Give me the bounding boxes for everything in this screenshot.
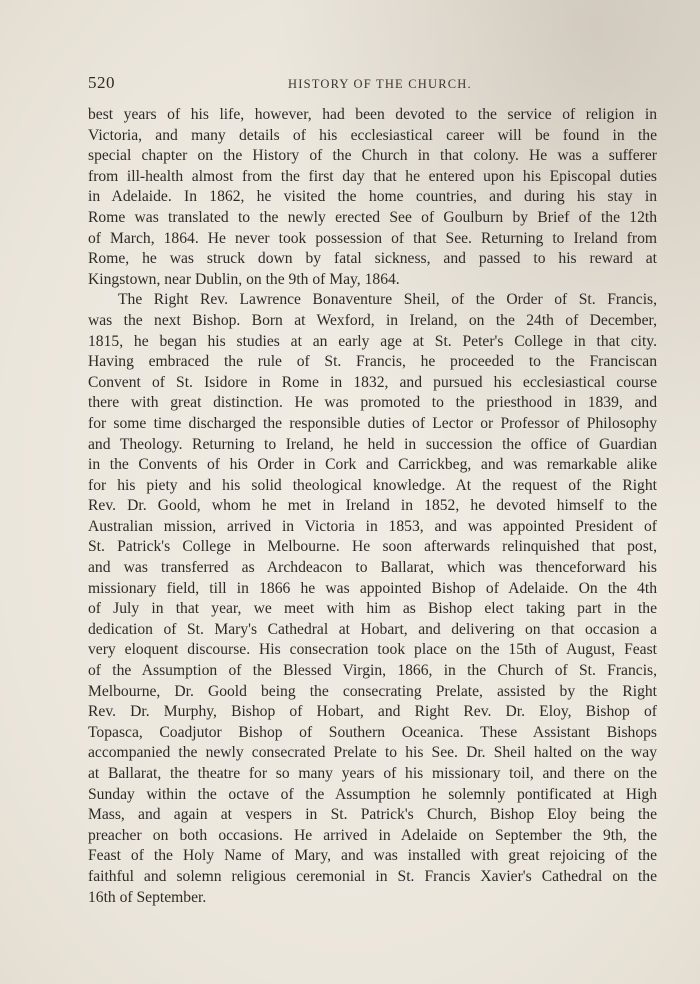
text-line: preacher on both occasions. He arrived in Adelaide on September the 9th, the [88,826,657,844]
text-line: best years of his life, however, had been devoted to the service of religion in [88,106,657,123]
text-line: The Right Rev. Lawrence Bonaventure Sheil, of the Order of St. Francis, [118,291,657,309]
text-line: St. Patrick's College in Melbourne. He soon afterwards relinquished that post, [88,538,657,556]
text-line: Rome, he was struck down by fatal sickness, and passed to his reward at [88,250,657,268]
text-line: missionary field, till in 1866 he was appointed Bishop of Adelaide. On the 4th [88,579,657,597]
text-line: from ill-health almost from the first day that he entered upon his Episcopal duties [88,167,657,185]
text-line: very eloquent discourse. His consecration took place on the 15th of August, Feast [88,641,657,659]
page-header [88,73,656,97]
text-line: for his piety and his solid theological knowledge. At the request of the Right [88,476,657,494]
text-line: of March, 1864. He never took possession of that See. Returning to Ireland from [88,229,657,247]
text-line: dedication of St. Mary's Cathedral at Hobart, and delivering on that occasion a [88,620,657,638]
text-line: in Adelaide. In 1862, he visited the home countries, and during his stay in [88,188,657,206]
text-line: Australian mission, arrived in Victoria in 1853, and was appointed President of [88,517,657,535]
text-line: Topasca, Coadjutor Bishop of Southern Oceanica. These Assistant Bishops [88,723,657,741]
text-line: Mass, and again at vespers in St. Patrick's Church, Bishop Eloy being the [88,806,657,824]
text-line: at Ballarat, the theatre for so many years of his missionary toil, and there on the [88,765,657,782]
body-text [88,105,657,908]
text-line: Victoria, and many details of his ecclesiastical career will be found in the [88,126,657,144]
text-line: Kingstown, near Dublin, on the 9th of May, 1864. [88,270,400,288]
text-line: Melbourne, Dr. Goold being the consecrating Prelate, assisted by the Right [88,682,657,700]
text-line: there with great distinction. He was promoted to the priesthood in 1839, and [88,394,657,412]
text-line: Rev. Dr. Murphy, Bishop of Hobart, and Right Rev. Dr. Eloy, Bishop of [88,703,657,721]
text-line: of the Assumption of the Blessed Virgin, 1866, in the Church of St. Francis, [88,662,657,680]
text-line: and was transferred as Archdeacon to Ballarat, which was thenceforward his [88,559,657,577]
text-line: and Theology. Returning to Ireland, he held in succession the office of Guardian [88,435,657,453]
text-line: in the Convents of his Order in Cork and Carrickbeg, and was remarkable alike [88,456,657,474]
text-line: 1815, he began his studies at an early age at St. Peter's College in that city. [88,332,657,350]
text-line: Rev. Dr. Goold, whom he met in Ireland in 1852, he devoted himself to the [88,497,657,515]
text-line: Sunday within the octave of the Assumption he solemnly pontificated at High [88,785,657,803]
text-line: for some time discharged the responsible duties of Lector or Professor of Philosophy [88,414,657,432]
text-line: special chapter on the History of the Church in that colony. He was a sufferer [88,147,657,165]
text-line: Having embraced the rule of St. Francis, he proceeded to the Franciscan [88,353,657,371]
text-line: was the next Bishop. Born at Wexford, in Ireland, on the 24th of December, [88,311,657,329]
text-line: accompanied the newly consecrated Prelate to his See. Dr. Sheil halted on the way [88,744,657,762]
text-line: 16th of September. [88,888,207,906]
text-line: faithful and solemn religious ceremonial in St. Francis Xavier's Cathedral on the [88,867,657,885]
text-line: of July in that year, we meet with him as Bishop elect taking part in the [88,600,657,618]
text-line: Feast of the Holy Name of Mary, and was installed with great rejoicing of the [88,847,657,865]
page-number: 520 [88,73,115,92]
text-line: Rome was translated to the newly erected See of Goulburn by Brief of the 12th [88,208,657,226]
running-head: HISTORY OF THE CHURCH. [288,77,472,91]
text-line: Convent of St. Isidore in Rome in 1832, and pursued his ecclesiastical course [88,373,657,391]
